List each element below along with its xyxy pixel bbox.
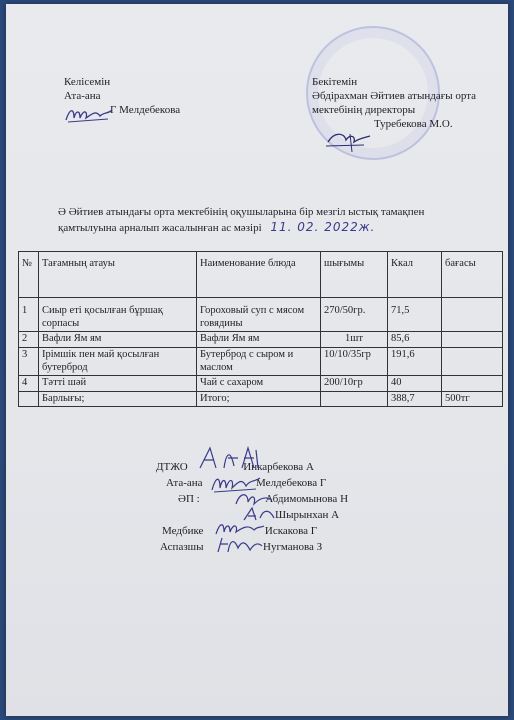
menu-table bbox=[18, 251, 503, 407]
approve-label: Бекітемін bbox=[312, 76, 358, 88]
cell-kcal: 191,6 bbox=[388, 348, 442, 376]
cell-price bbox=[442, 332, 503, 348]
cell-total-ru: Итого; bbox=[197, 391, 321, 407]
signature-name: Шырынхан А bbox=[275, 509, 340, 521]
cell-dish-ru: Бутерброд с сыром и маслом bbox=[197, 348, 321, 376]
cell-dish-kz: Вафли Ям ям bbox=[39, 332, 197, 348]
signature-row-4 bbox=[275, 507, 339, 523]
cell-number: 3 bbox=[19, 348, 39, 376]
cook-signature-icon bbox=[214, 534, 264, 556]
cell-price bbox=[442, 298, 503, 332]
cell-number bbox=[19, 391, 39, 407]
signature-name: Абдимомынова Н bbox=[265, 493, 349, 505]
col-header-dish-ru: Наименование блюда bbox=[197, 252, 321, 298]
parent-name: Г Мелдебекова bbox=[110, 104, 181, 116]
cell-total-kz: Барлығы; bbox=[39, 391, 197, 407]
director-name: Туребекова М.О. bbox=[374, 118, 453, 130]
parent-label: Ата-ана bbox=[64, 90, 101, 102]
parent-signature-icon bbox=[64, 104, 114, 126]
menu-title bbox=[58, 205, 478, 236]
school-name-line: Әбдірахман Әйтиев атындағы орта bbox=[312, 90, 477, 102]
col-header-dish-kz: Тағамның атауы bbox=[39, 252, 197, 298]
signature-name: Мелдебекова Г bbox=[256, 477, 327, 489]
col-header-number: № bbox=[19, 252, 39, 298]
dtjo-signature-icon bbox=[196, 444, 266, 474]
cell-dish-ru: Чай с сахаром bbox=[197, 376, 321, 392]
cell-number: 1 bbox=[19, 298, 39, 332]
table-header-row bbox=[19, 252, 503, 298]
cell-yield bbox=[321, 391, 388, 407]
table-row bbox=[19, 348, 503, 376]
cell-yield: 1шт bbox=[321, 332, 388, 348]
signature-role: Аспазшы bbox=[160, 541, 204, 553]
table-row bbox=[19, 376, 503, 392]
agree-label: Келісемін bbox=[64, 76, 111, 88]
table-total-row bbox=[19, 391, 503, 407]
title-line-2: қамтылуына арналып жасалынған ас мәзірі bbox=[58, 222, 262, 234]
title-line-1: Ә Әйтиев атындағы орта мектебінің оқушыларына бір мезгіл ыстық тамақпен bbox=[58, 206, 425, 218]
table-row bbox=[19, 298, 503, 332]
cell-total-kcal: 388,7 bbox=[388, 391, 442, 407]
signature-role: ДТЖО bbox=[156, 461, 188, 473]
col-header-price: бағасы bbox=[442, 252, 503, 298]
signature-role: Медбике bbox=[162, 525, 204, 537]
document-page bbox=[6, 4, 508, 716]
col-header-kcal: Ккал bbox=[388, 252, 442, 298]
signature-name: Искакова Г bbox=[264, 525, 318, 537]
signature-role: Ата-ана bbox=[166, 477, 203, 489]
cell-dish-ru: Вафли Ям ям bbox=[197, 332, 321, 348]
cell-number: 2 bbox=[19, 332, 39, 348]
cell-yield: 270/50гр. bbox=[321, 298, 388, 332]
cell-yield: 200/10гр bbox=[321, 376, 388, 392]
handwritten-date: 11. 02. 2022ж. bbox=[270, 220, 376, 234]
signature-name: Инкарбекова А bbox=[243, 461, 314, 473]
cell-total-price: 500тг bbox=[442, 391, 503, 407]
cell-price bbox=[442, 348, 503, 376]
cell-yield: 10/10/35гр bbox=[321, 348, 388, 376]
cell-dish-kz: Ірімшік пен май қосылған бутерброд bbox=[39, 348, 197, 376]
cell-kcal: 40 bbox=[388, 376, 442, 392]
cell-price bbox=[442, 376, 503, 392]
signature-name: Нугманова З bbox=[263, 541, 323, 553]
cell-dish-ru: Гороховый суп с мясом говядины bbox=[197, 298, 321, 332]
signature-role: ӘП : bbox=[178, 493, 200, 505]
director-signature-icon bbox=[324, 128, 374, 154]
cell-kcal: 85,6 bbox=[388, 332, 442, 348]
cell-kcal: 71,5 bbox=[388, 298, 442, 332]
cell-dish-kz: Сиыр еті қосылған бұршақ сорпасы bbox=[39, 298, 197, 332]
table-row bbox=[19, 332, 503, 348]
right-header bbox=[312, 75, 476, 131]
col-header-yield: шығымы bbox=[321, 252, 388, 298]
cell-number: 4 bbox=[19, 376, 39, 392]
cell-dish-kz: Тәтті шәй bbox=[39, 376, 197, 392]
director-title: мектебінің директоры bbox=[312, 104, 416, 116]
